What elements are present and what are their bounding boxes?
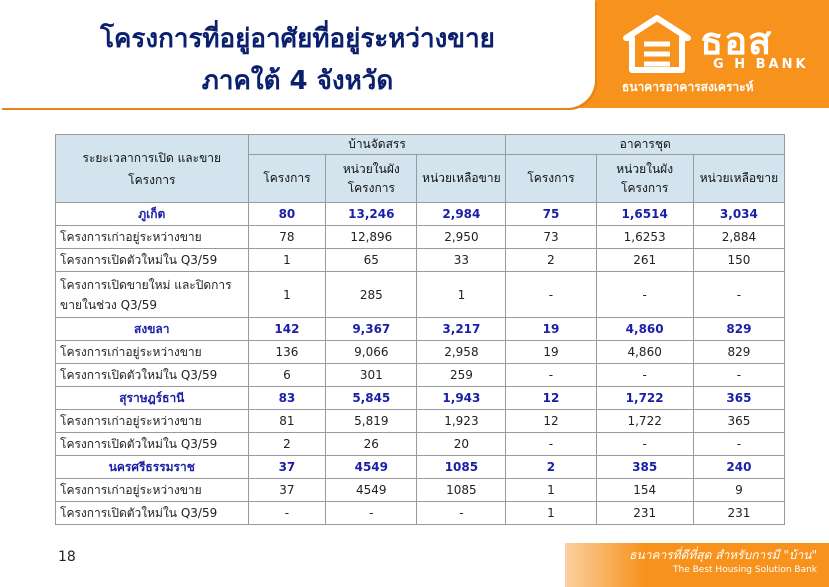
table-cell: 285 xyxy=(326,272,417,318)
table-cell: 3,034 xyxy=(693,203,784,226)
table-cell: 1,923 xyxy=(417,410,506,433)
col-header-remaining: หน่วยเหลือขาย xyxy=(693,155,784,203)
col-header-units: หน่วยในผัง โครงการ xyxy=(596,155,693,203)
row-label: โครงการเก่าอยู่ระหว่างขาย xyxy=(56,410,249,433)
row-label: โครงการเก่าอยู่ระหว่างขาย xyxy=(56,226,249,249)
page-number: 18 xyxy=(58,549,76,565)
table-cell: - xyxy=(596,433,693,456)
table-cell: - xyxy=(506,364,596,387)
table-cell: 6 xyxy=(248,364,326,387)
logo-name-en: G H BANK xyxy=(713,57,809,72)
table-cell: 65 xyxy=(326,249,417,272)
province-row xyxy=(56,456,785,479)
title-box xyxy=(0,0,595,108)
table-cell: 4,860 xyxy=(596,341,693,364)
table-cell: 150 xyxy=(693,249,784,272)
house-logo-icon xyxy=(622,14,692,74)
table-cell: 2 xyxy=(506,249,596,272)
slogan-th: ธนาคารที่ดีที่สุด สำหรับการมี "บ้าน" xyxy=(629,548,817,562)
table-cell: 231 xyxy=(693,502,784,525)
table-cell: - xyxy=(693,272,784,318)
table-cell: 1,722 xyxy=(596,410,693,433)
table-cell: 829 xyxy=(693,341,784,364)
table-cell: 12 xyxy=(506,410,596,433)
province-row xyxy=(56,318,785,341)
table-row xyxy=(56,272,785,318)
table-cell: 1,6253 xyxy=(596,226,693,249)
province-row xyxy=(56,203,785,226)
table-cell: 261 xyxy=(596,249,693,272)
table-cell: 80 xyxy=(248,203,326,226)
table-cell: 4549 xyxy=(326,479,417,502)
page-subtitle: ภาคใต้ 4 จังหวัด xyxy=(201,66,394,96)
table-cell: 240 xyxy=(693,456,784,479)
table-cell: 1 xyxy=(506,502,596,525)
table-cell: 1085 xyxy=(417,456,506,479)
ghbank-logo xyxy=(618,10,818,98)
table-row xyxy=(56,364,785,387)
table-cell: 2,884 xyxy=(693,226,784,249)
table-cell: - xyxy=(596,364,693,387)
page-title: โครงการที่อยู่อาศัยที่อยู่ระหว่างขาย xyxy=(100,24,495,54)
table-cell: 1,6514 xyxy=(596,203,693,226)
table-cell: 1,722 xyxy=(596,387,693,410)
table-cell: 9 xyxy=(693,479,784,502)
row-label: โครงการเปิดขายใหม่ และปิดการขายในช่วง Q3/59 xyxy=(56,272,249,318)
table-cell: 37 xyxy=(248,479,326,502)
table-cell: 2 xyxy=(506,456,596,479)
table-cell: 83 xyxy=(248,387,326,410)
table-cell: 2,958 xyxy=(417,341,506,364)
table-cell: 37 xyxy=(248,456,326,479)
table-row xyxy=(56,479,785,502)
table-cell: 13,246 xyxy=(326,203,417,226)
table-cell: 20 xyxy=(417,433,506,456)
logo-name-th: ธอส xyxy=(700,19,773,63)
logo-full-name: ธนาคารอาคารสงเคราะห์ xyxy=(622,80,754,94)
table-cell: 385 xyxy=(596,456,693,479)
table-cell: 2,984 xyxy=(417,203,506,226)
table-cell: - xyxy=(248,502,326,525)
row-label: โครงการเปิดตัวใหม่ใน Q3/59 xyxy=(56,364,249,387)
table-cell: - xyxy=(417,502,506,525)
table-row xyxy=(56,341,785,364)
col-header-projects: โครงการ xyxy=(248,155,326,203)
table-row xyxy=(56,502,785,525)
slogan-en: The Best Housing Solution Bank xyxy=(673,565,817,575)
table-cell: 5,819 xyxy=(326,410,417,433)
row-label: สงขลา xyxy=(56,318,249,341)
table-cell: 1 xyxy=(248,249,326,272)
group-header-condos: อาคารชุด xyxy=(506,135,785,155)
table-cell: 19 xyxy=(506,341,596,364)
table-cell: 365 xyxy=(693,387,784,410)
table-cell: 365 xyxy=(693,410,784,433)
table-cell: 1 xyxy=(417,272,506,318)
table-cell: - xyxy=(596,272,693,318)
table-cell: 5,845 xyxy=(326,387,417,410)
col-header-units: หน่วยในผัง โครงการ xyxy=(326,155,417,203)
projects-table xyxy=(55,134,785,525)
table-cell: 4549 xyxy=(326,456,417,479)
row-label: ภูเก็ต xyxy=(56,203,249,226)
table-cell: 1,943 xyxy=(417,387,506,410)
col-header-remaining: หน่วยเหลือขาย xyxy=(417,155,506,203)
table-row xyxy=(56,249,785,272)
table-row xyxy=(56,226,785,249)
table-cell: 12,896 xyxy=(326,226,417,249)
table-cell: 231 xyxy=(596,502,693,525)
table-cell: 73 xyxy=(506,226,596,249)
row-label: นครศรีธรรมราช xyxy=(56,456,249,479)
table-cell: 9,066 xyxy=(326,341,417,364)
table-cell: - xyxy=(693,364,784,387)
table-row xyxy=(56,433,785,456)
table-cell: 136 xyxy=(248,341,326,364)
table-cell: - xyxy=(693,433,784,456)
table-cell: 1 xyxy=(506,479,596,502)
table-cell: 1085 xyxy=(417,479,506,502)
row-label: สุราษฎร์ธานี xyxy=(56,387,249,410)
row-label: โครงการเก่าอยู่ระหว่างขาย xyxy=(56,341,249,364)
table-row xyxy=(56,410,785,433)
row-label: โครงการเก่าอยู่ระหว่างขาย xyxy=(56,479,249,502)
table-cell: - xyxy=(326,502,417,525)
period-header: ระยะเวลาการเปิด และขายโครงการ xyxy=(56,135,249,203)
row-label: โครงการเปิดตัวใหม่ใน Q3/59 xyxy=(56,249,249,272)
row-label: โครงการเปิดตัวใหม่ใน Q3/59 xyxy=(56,502,249,525)
table-cell: 301 xyxy=(326,364,417,387)
table-cell: 142 xyxy=(248,318,326,341)
table-cell: 829 xyxy=(693,318,784,341)
table-cell: 259 xyxy=(417,364,506,387)
table-cell: 3,217 xyxy=(417,318,506,341)
table-cell: 78 xyxy=(248,226,326,249)
table-cell: - xyxy=(506,272,596,318)
table-cell: 9,367 xyxy=(326,318,417,341)
table-cell: 81 xyxy=(248,410,326,433)
table-cell: 75 xyxy=(506,203,596,226)
province-row xyxy=(56,387,785,410)
table-cell: 1 xyxy=(248,272,326,318)
group-header-houses: บ้านจัดสรร xyxy=(248,135,506,155)
table-cell: 2,950 xyxy=(417,226,506,249)
table-cell: 2 xyxy=(248,433,326,456)
table-cell: 154 xyxy=(596,479,693,502)
table-cell: 12 xyxy=(506,387,596,410)
table-cell: 26 xyxy=(326,433,417,456)
table-cell: 4,860 xyxy=(596,318,693,341)
table-cell: 33 xyxy=(417,249,506,272)
row-label: โครงการเปิดตัวใหม่ใน Q3/59 xyxy=(56,433,249,456)
footer-bar xyxy=(565,543,829,587)
col-header-projects: โครงการ xyxy=(506,155,596,203)
table-cell: 19 xyxy=(506,318,596,341)
table-body xyxy=(56,203,785,525)
table-cell: - xyxy=(506,433,596,456)
